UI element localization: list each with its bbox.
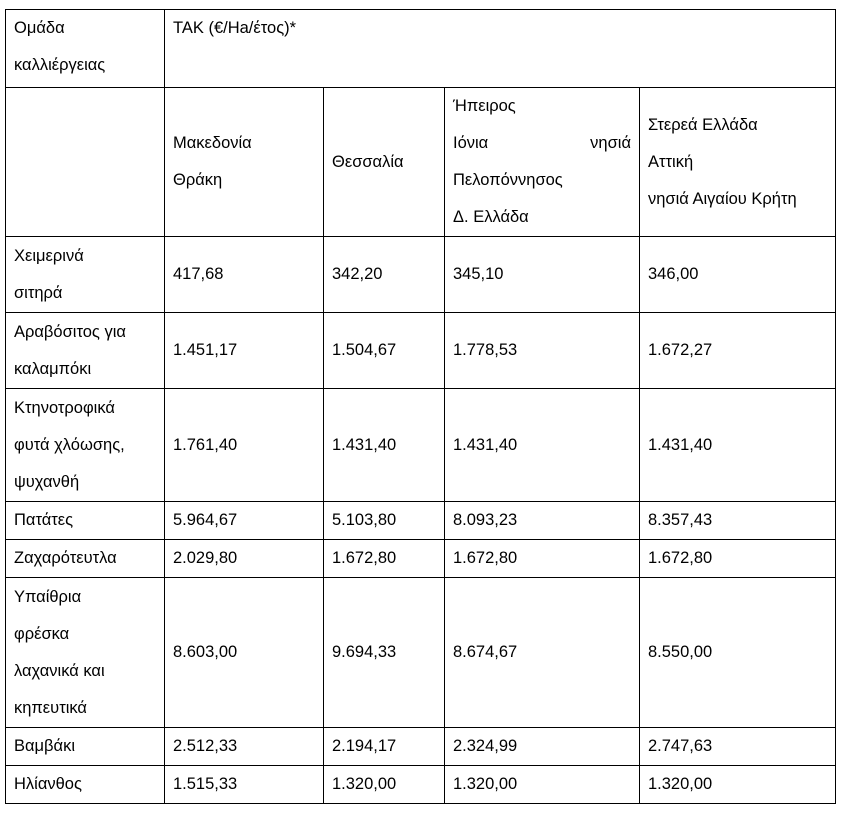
value-cell: 1.778,53 [445,313,640,389]
crop-name-line: σιτηρά [14,283,63,302]
table-row [6,540,836,578]
header-row-1 [6,10,836,88]
value-cell: 1.672,80 [324,540,445,578]
value-cell: 1.431,40 [640,389,836,502]
value-cell: 1.320,00 [445,766,640,804]
region-attica-line: Αττική [648,152,694,171]
region-peloponnese-line: Πελοπόννησος [453,171,563,189]
region-macedonia-thrace [165,88,324,237]
crop-name-line: Υπαίθρια [14,587,82,606]
value-cell: 2.324,99 [445,728,640,766]
region-macedonia-thrace-line1: Μακεδονία [173,134,252,152]
region-thessaly [324,88,445,237]
crop-group-header [6,10,165,88]
crop-name-line: φυτά χλόωσης, [14,435,125,454]
value-cell: 1.320,00 [324,766,445,804]
value-cell: 1.515,33 [165,766,324,804]
table-row [6,728,836,766]
crop-name-cell [6,237,165,313]
value-cell: 8.357,43 [640,502,836,540]
crop-name-line: καλαμπόκι [14,359,92,378]
crop-name-cell [6,389,165,502]
value-cell: 1.672,27 [640,313,836,389]
crop-group-header-line1: Ομάδα [14,19,65,37]
crop-name-cell: Βαμβάκι [6,728,165,766]
crop-name-line: κηπευτικά [14,698,87,717]
value-cell: 8.093,23 [445,502,640,540]
value-cell: 1.672,80 [640,540,836,578]
value-cell: 1.451,17 [165,313,324,389]
empty-header-cell [6,88,165,237]
region-epirus-line: Ήπειρος [453,97,516,115]
value-cell: 5.103,80 [324,502,445,540]
value-cell: 1.431,40 [324,389,445,502]
tak-header [165,10,836,88]
value-cell: 2.029,80 [165,540,324,578]
crop-name-cell: Ζαχαρότευτλα [6,540,165,578]
value-cell: 2.512,33 [165,728,324,766]
crop-name-text: Αραβόσιτος για [14,322,126,341]
region-west-greece-line: Δ. Ελλάδα [453,208,529,226]
region-thessaly-label: Θεσσαλία [332,152,404,171]
value-cell: 346,00 [640,237,836,313]
crop-name-cell: Πατάτες [6,502,165,540]
crop-name-line: λαχανικά και [14,661,105,680]
value-cell: 2.747,63 [640,728,836,766]
table-row [6,237,836,313]
crop-name-line: ψυχανθή [14,472,80,491]
value-cell: 342,20 [324,237,445,313]
value-cell: 9.694,33 [324,578,445,728]
table-row [6,766,836,804]
value-cell: 5.964,67 [165,502,324,540]
region-macedonia-thrace-line2: Θράκη [173,171,223,189]
crop-name-line: φρέσκα [14,624,70,643]
crop-name-line [14,314,156,351]
crop-name-line: Κτηνοτροφικά [14,398,115,417]
table-row [6,502,836,540]
header-row-2 [6,88,836,237]
tak-header-label: ΤΑΚ (€/Ha/έτος)* [173,19,297,37]
value-cell: 345,10 [445,237,640,313]
table-row [6,389,836,502]
value-cell: 2.194,17 [324,728,445,766]
value-cell: 1.672,80 [445,540,640,578]
region-aegean-crete-line: νησιά Αιγαίου Κρήτη [648,189,797,208]
value-cell: 417,68 [165,237,324,313]
value-cell: 1.320,00 [640,766,836,804]
value-cell: 1.761,40 [165,389,324,502]
region-ionian-word1: Ιόνια [453,134,489,152]
value-cell: 8.674,67 [445,578,640,728]
table-row [6,313,836,389]
region-central-greece-line: Στερεά Ελλάδα [648,115,758,134]
value-cell: 8.550,00 [640,578,836,728]
table-row [6,578,836,728]
value-cell: 1.431,40 [445,389,640,502]
tak-table [5,9,836,804]
value-cell: 8.603,00 [165,578,324,728]
crop-group-header-line2: καλλιέργειας [14,56,106,74]
value-cell: 1.504,67 [324,313,445,389]
crop-name-cell [6,313,165,389]
region-central-greece-attica [640,88,836,237]
region-ionian-line [453,125,639,162]
region-epirus-ionian-peloponnese [445,88,640,237]
crop-name-line: Χειμερινά [14,246,84,265]
crop-name-cell: Ηλίανθος [6,766,165,804]
crop-name-cell [6,578,165,728]
region-ionian-word2: νησιά [590,134,631,152]
